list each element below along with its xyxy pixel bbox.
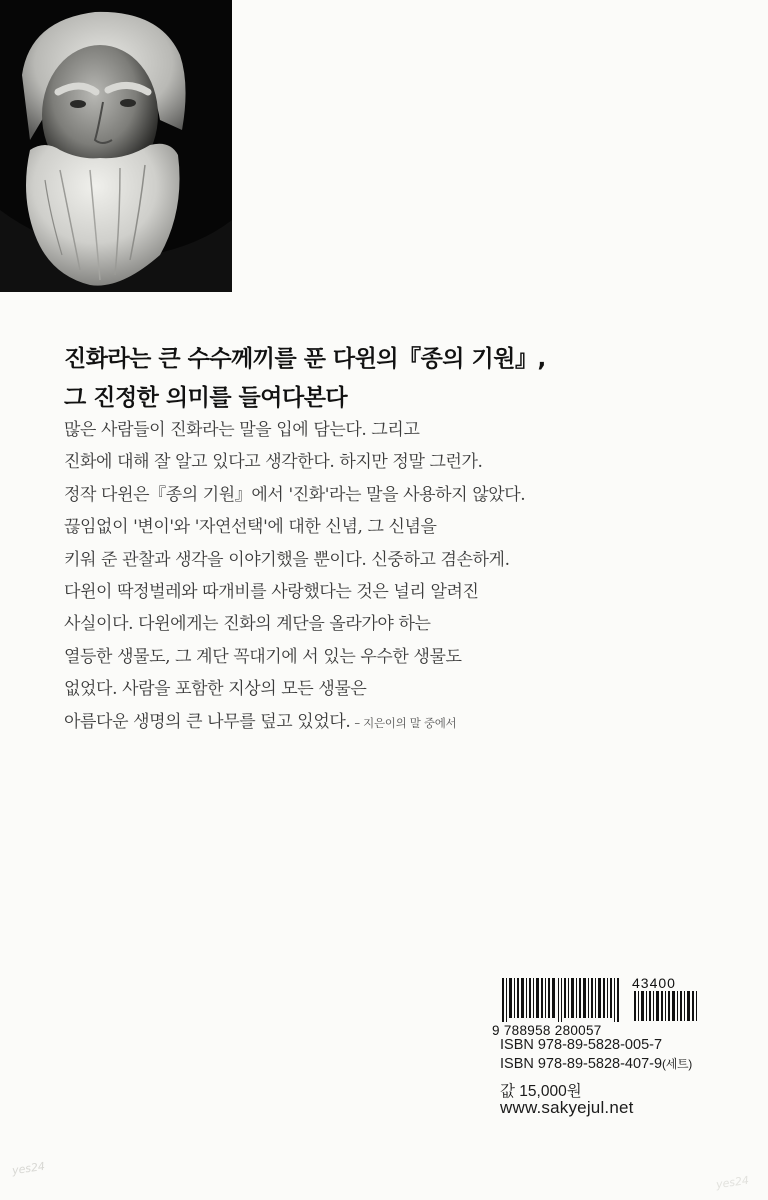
price: 값 15,000원 [500, 1083, 582, 1100]
headline-line-1: 진화라는 큰 수수께끼를 푼 다윈의『종의 기원』, [64, 346, 546, 372]
body-line: 끊임없이 '변이'와 '자연선택'에 대한 신념, 그 신념을 [64, 517, 437, 538]
body-line: 열등한 생물도, 그 계단 꼭대기에 서 있는 우수한 생물도 [64, 646, 462, 667]
body-line-text: 아름다운 생명의 큰 나무를 덮고 있었다. [64, 711, 351, 732]
isbn-line-2-text: ISBN 978-89-5828-407-9 [500, 1056, 663, 1072]
headline [64, 340, 546, 418]
isbn-set-suffix: (세트) [662, 1057, 693, 1071]
body-line: 키워 준 관찰과 생각을 이야기했을 뿐이다. 신중하고 겸손하게. [64, 549, 510, 570]
body-line: 많은 사람들이 진화라는 말을 입에 담는다. 그리고 [64, 420, 420, 440]
isbn-barcode [492, 978, 632, 1022]
isbn-block [500, 1036, 692, 1074]
headline-line-2: 그 진정한 의미를 들여다본다 [64, 385, 348, 411]
addon-barcode [632, 991, 702, 1023]
body-line: 다윈이 딱정벌레와 따개비를 사랑했다는 것은 널리 알려진 [64, 582, 479, 603]
watermark-left: yes24 [11, 1159, 46, 1178]
body-paragraph [64, 414, 744, 739]
watermark-right: yes24 [715, 1173, 750, 1192]
body-line: 없었다. 사람을 포함한 지상의 모든 생물은 [64, 679, 367, 700]
isbn-line-2 [500, 1055, 692, 1074]
publisher-website: www.sakyejul.net [500, 1098, 634, 1117]
barcode-addon-code: 43400 [632, 975, 676, 991]
body-line-last [64, 706, 744, 739]
portrait-image [0, 0, 232, 292]
quote-source: – 지은이의 말 중에서 [354, 715, 457, 730]
body-line: 정작 다윈은『종의 기원』에서 '진화'라는 말을 사용하지 않았다. [64, 484, 526, 505]
body-line: 진화에 대해 잘 알고 있다고 생각한다. 하지만 정말 그런가. [64, 452, 483, 473]
isbn-line-1: ISBN 978-89-5828-005-7 [500, 1037, 663, 1053]
body-line: 사실이다. 다윈에게는 진화의 계단을 올라가야 하는 [64, 614, 431, 635]
barcode-digits: 9 788958 280057 [492, 1023, 602, 1038]
author-portrait-photo [0, 0, 232, 292]
